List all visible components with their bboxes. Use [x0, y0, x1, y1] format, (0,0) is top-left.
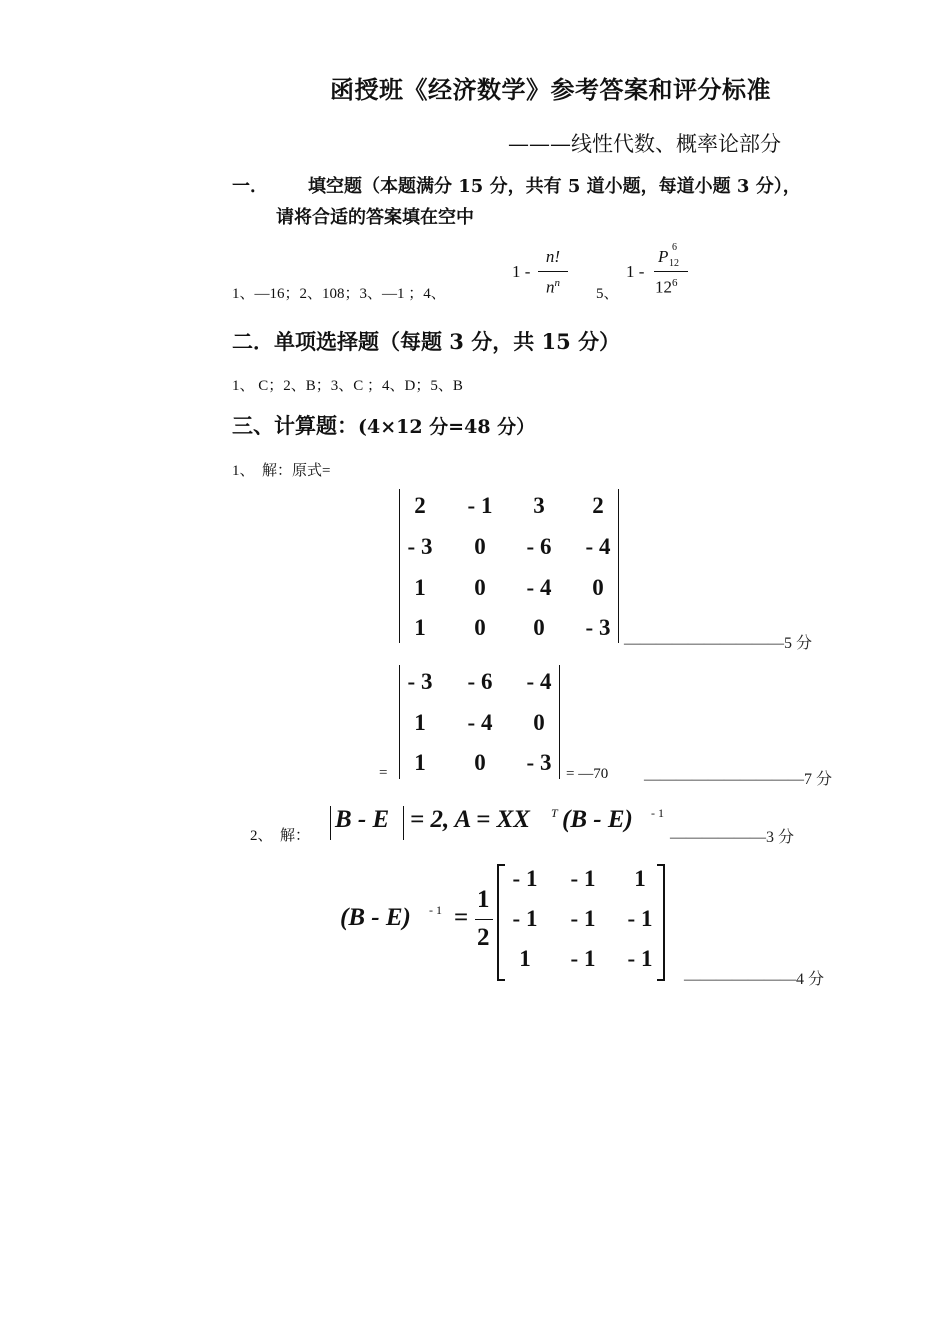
det4-cell: - 4	[526, 575, 552, 600]
q2-inverse-exp: - 1	[651, 806, 664, 820]
det4-cell: 0	[474, 534, 486, 559]
question2-label: 2、 解：	[250, 828, 311, 844]
section1-heading	[232, 172, 801, 198]
answer4-fraction-line	[538, 271, 568, 272]
inv-cell: 1	[634, 866, 646, 891]
half-numerator: 1	[477, 886, 490, 913]
det4-cell: 0	[592, 575, 604, 600]
det3-cell: 0	[474, 750, 486, 775]
inv-cell: - 1	[512, 906, 538, 931]
det3-cell: 0	[533, 710, 545, 735]
answer5-denominator: $12^6$	[655, 277, 678, 297]
det4-score: ——————————5 分	[624, 635, 813, 652]
inv-cell: - 1	[627, 946, 653, 971]
q2-equation: = 2, A = XX	[410, 806, 530, 833]
section1-answers: 1、—16；2、108；3、—1 ；4、	[232, 286, 446, 302]
det4-cell: 1	[414, 575, 426, 600]
inv-cell: - 1	[627, 906, 653, 931]
inv-cell: - 1	[570, 906, 596, 931]
inverse-score: ———————4 分	[684, 971, 825, 988]
det4-cell: 3	[533, 493, 545, 518]
half-fraction-line	[475, 919, 493, 920]
section1-number: 一．	[232, 176, 268, 197]
det3-cell: - 4	[526, 669, 552, 694]
det4-cell: - 6	[526, 534, 552, 559]
q2-score: ——————3 分	[670, 829, 795, 846]
det4-cell: - 4	[585, 534, 611, 559]
det4-cell: - 3	[585, 615, 611, 640]
det3-cell: 1	[414, 710, 426, 735]
det4-cell: 2	[414, 493, 426, 518]
det3-result: = —70	[566, 766, 609, 782]
answer5-P: P	[658, 247, 669, 266]
inverse-lhs: (B - E)	[340, 904, 411, 931]
page-title: 函授班《经济数学》参考答案和评分标准	[330, 75, 771, 104]
det3-cell: - 3	[407, 669, 433, 694]
equals-sign: =	[379, 765, 388, 781]
answer5-P-sub: 12	[669, 258, 679, 269]
inv-cell: 1	[519, 946, 531, 971]
section3-heading: 三、计算题：(4×12 分=48 分）	[232, 413, 536, 438]
answer5-fraction-line	[654, 271, 688, 272]
inv-cell: - 1	[512, 866, 538, 891]
inverse-equals: =	[454, 904, 469, 931]
section2-heading: 二．单项选择题（每题 3 分，共 15 分）	[232, 329, 621, 354]
det3-cell: 1	[414, 750, 426, 775]
det4-cell: - 1	[467, 493, 493, 518]
det4-cell: 0	[474, 575, 486, 600]
det3-cell: - 6	[467, 669, 493, 694]
det4-cell: 0	[474, 615, 486, 640]
answer4-numerator: n!	[545, 247, 561, 266]
q2-det-expr: B - E	[335, 806, 390, 833]
det3-cell: - 4	[467, 710, 493, 735]
det3-score: ——————————7 分	[644, 771, 833, 788]
det4-cell: 0	[533, 615, 545, 640]
section1-heading-text: 填空题（本题满分 15 分，共有 5 道小题，每道小题 3 分），	[308, 176, 801, 197]
det3-cell: - 3	[526, 750, 552, 775]
det4-cell: 2	[592, 493, 604, 518]
section1-heading-line2: 请将合适的答案填在空中	[276, 207, 474, 228]
question1-label: 1、 解：原式=	[232, 463, 331, 479]
page-subtitle: ———线性代数、概率论部分	[508, 132, 781, 156]
inv-cell: - 1	[570, 866, 596, 891]
det4-cell: 1	[414, 615, 426, 640]
answer4-one-minus: 1 -	[512, 262, 531, 281]
answer5-P-sup: 6	[672, 242, 677, 253]
answer5-one-minus: 1 -	[626, 262, 645, 281]
determinant-4x4	[399, 489, 619, 643]
q2-paren-expr: (B - E)	[562, 806, 633, 833]
section2-answers: 1、 C；2、B；3、C ；4、D；5、B	[232, 378, 463, 394]
answer5-label: 5、	[596, 286, 619, 302]
answer4-denominator: $n^n$	[546, 277, 560, 297]
q2-transpose: T	[551, 806, 558, 820]
inverse-lhs-exp: - 1	[429, 903, 442, 917]
det4-cell: - 3	[407, 534, 433, 559]
determinant-3x3	[399, 665, 560, 779]
inv-cell: - 1	[570, 946, 596, 971]
half-denominator: 2	[477, 924, 490, 951]
